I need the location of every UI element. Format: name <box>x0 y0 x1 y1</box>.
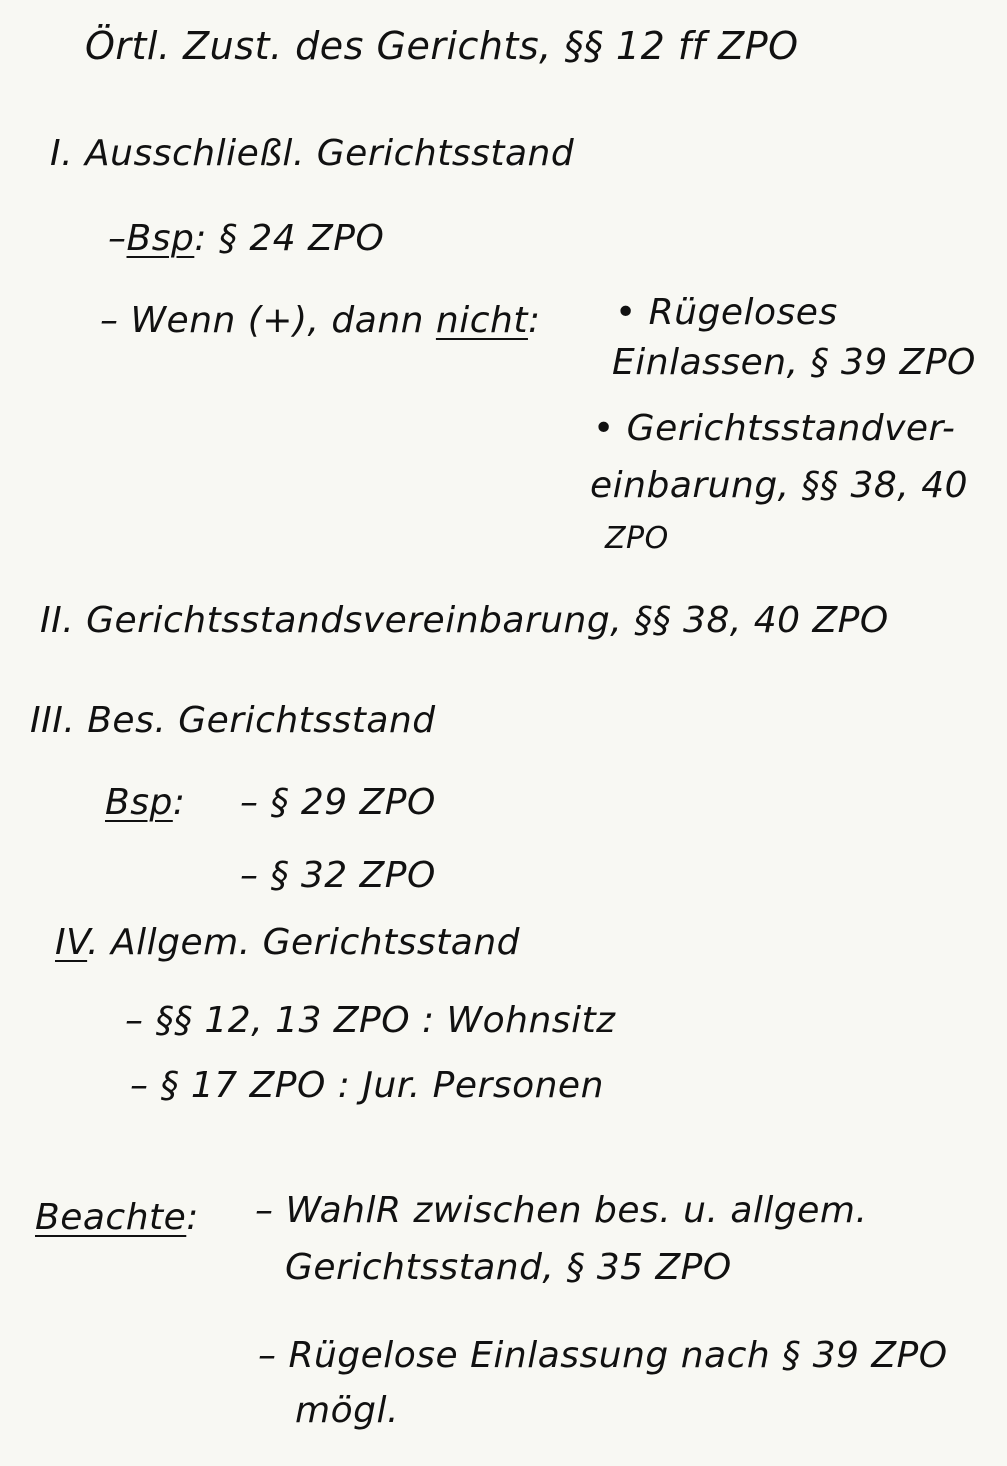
page-title: Örtl. Zust. des Gerichts, §§ 12 ff ZPO <box>85 24 799 68</box>
condition-colon: : <box>527 300 541 341</box>
section-1-condition <box>100 300 541 341</box>
note-colon: : <box>186 1197 199 1238</box>
exception-line-4: einbarung, §§ 38, 40 <box>590 465 968 506</box>
note-label-text: Beachte <box>35 1197 187 1238</box>
condition-text: – Wenn (+), dann <box>100 300 436 341</box>
note-item-1: – WahlR zwischen bes. u. allgem. <box>255 1190 868 1231</box>
section-2-heading: II. Gerichtsstandsvereinbarung, §§ 38, 40 ZPO <box>40 600 889 641</box>
section-1-example <box>108 218 384 259</box>
example-label: Bsp <box>126 218 195 259</box>
section-3-example-1: – § 29 ZPO <box>240 782 436 823</box>
section-4-number: IV <box>55 922 88 963</box>
section-1-heading: I. Ausschließl. Gerichtsstand <box>50 133 575 174</box>
note-item-2: – Rügelose Einlassung nach § 39 ZPO <box>258 1335 948 1376</box>
section-3-heading: III. Bes. Gerichtsstand <box>30 700 436 741</box>
note-label <box>35 1197 199 1238</box>
note-item-1-cont: Gerichtsstand, § 35 ZPO <box>285 1247 732 1288</box>
section-3-example-2: – § 32 ZPO <box>240 855 436 896</box>
section-4-heading <box>55 922 520 963</box>
section-4-title: . Allgem. Gerichtsstand <box>87 922 521 963</box>
condition-not: nicht <box>435 300 528 341</box>
example-label: Bsp <box>105 782 173 823</box>
section-4-item-1: – §§ 12, 13 ZPO : Wohnsitz <box>125 1000 616 1041</box>
section-3-example-label <box>105 782 185 823</box>
dash: – <box>108 218 127 259</box>
exception-line-2: Einlassen, § 39 ZPO <box>612 342 976 383</box>
note-item-2-cont: mögl. <box>295 1390 399 1431</box>
exception-line-3: • Gerichtsstandver- <box>593 408 956 449</box>
exception-line-1: • Rügeloses <box>615 292 838 333</box>
section-4-item-2: – § 17 ZPO : Jur. Personen <box>130 1065 604 1106</box>
exception-line-5: ZPO <box>605 521 669 556</box>
example-colon: : <box>172 782 186 823</box>
example-value: : § 24 ZPO <box>194 218 385 259</box>
